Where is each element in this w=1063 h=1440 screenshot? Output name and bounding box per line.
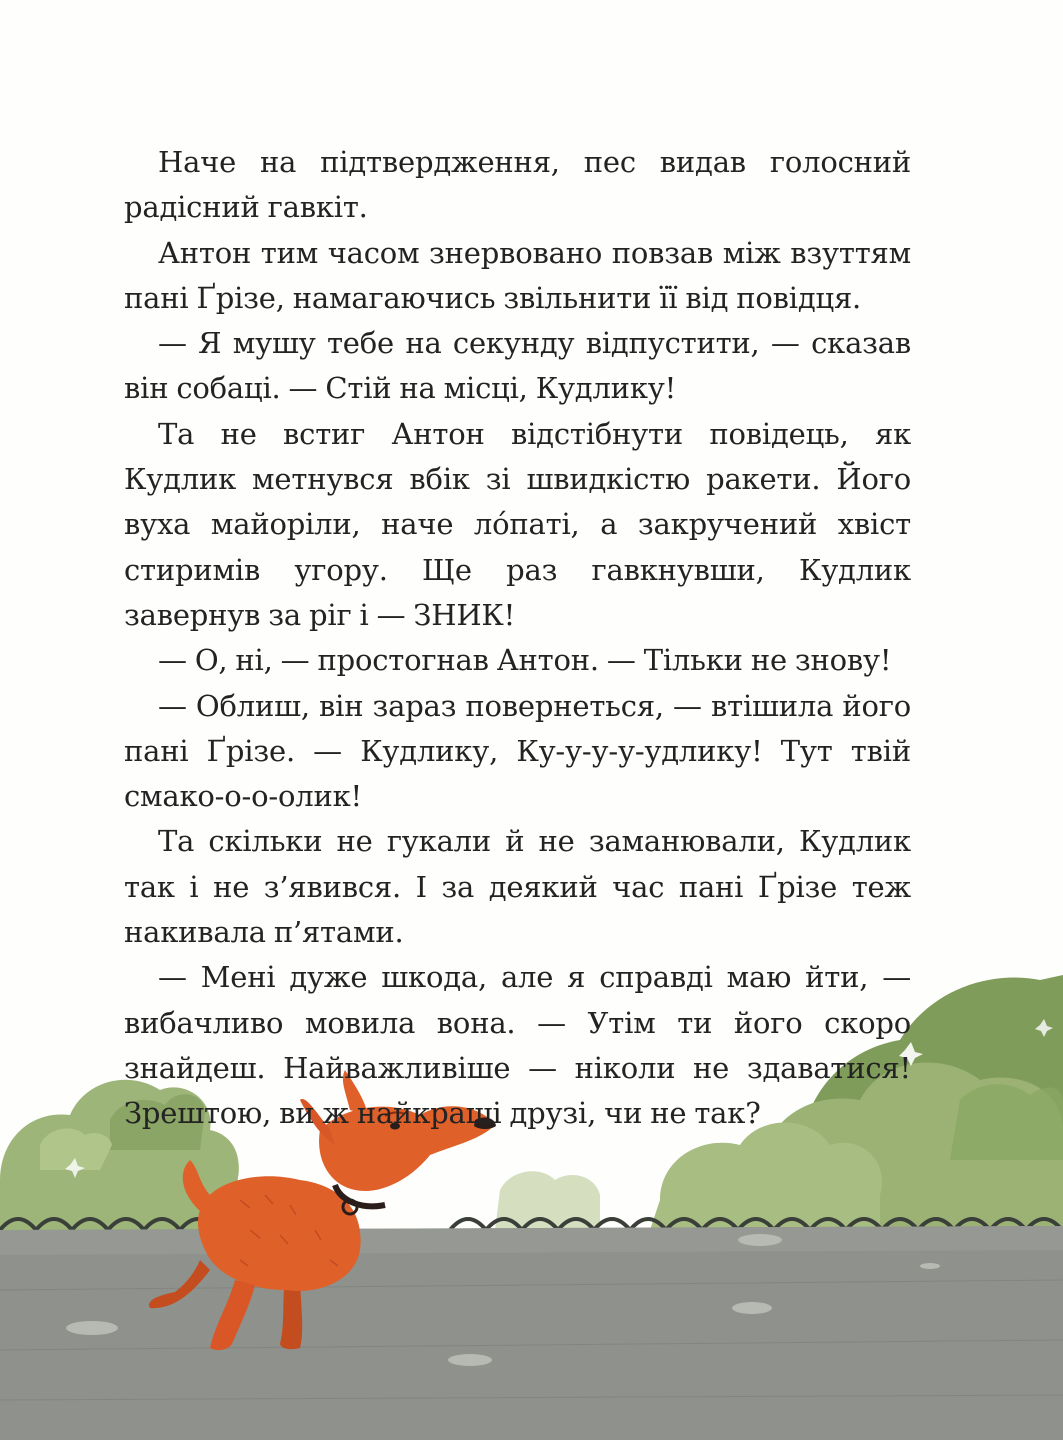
paragraph: — Я мушу тебе на секунду відпустити, — сказав він собаці. — Стій на місці, Кудлику! [124,326,911,406]
paragraph: — Мені дуже шкода, але я справді маю йти, — вибачливо мовила вона. — Утім ти його скоро знайдеш. Найважливіше — ніколи не здаватися! Зрештою, ви ж найкращі друзі, чи не так? [124,960,911,1131]
ground [0,1226,1063,1440]
paragraph: Та не встиг Антон відстібнути повідець, як Кудлик метнувся вбік зі швидкістю ракети. Його вуха майоріли, наче ло́паті, а закручений хвіст стиримів угору. Ще раз гавкнувши, Кудлик завернув за ріг і — ЗНИК! [124,416,911,632]
paragraph: — Облиш, він зараз повернеться, — втішила його пані Ґрізе. — Кудлику, Ку-у-у-у-удлику! Тут твій смако-о-о-олик! [124,688,911,814]
paragraph: Та скільки не гукали й не заманювали, Кудлик так і не з’явився. І за деякий час пані Ґрізе теж накивала п’ятами. [124,824,911,950]
paragraph: Наче на підтвердження, пес видав голосний радісний гавкіт. [124,145,911,225]
paragraph: Антон тим часом знервовано повзав між взуттям пані Ґрізе, намагаючись звільнити її від повідця. [124,235,911,315]
page-text [124,140,911,1137]
paragraph: — О, ні, — простогнав Антон. — Тільки не знову! [158,643,892,678]
